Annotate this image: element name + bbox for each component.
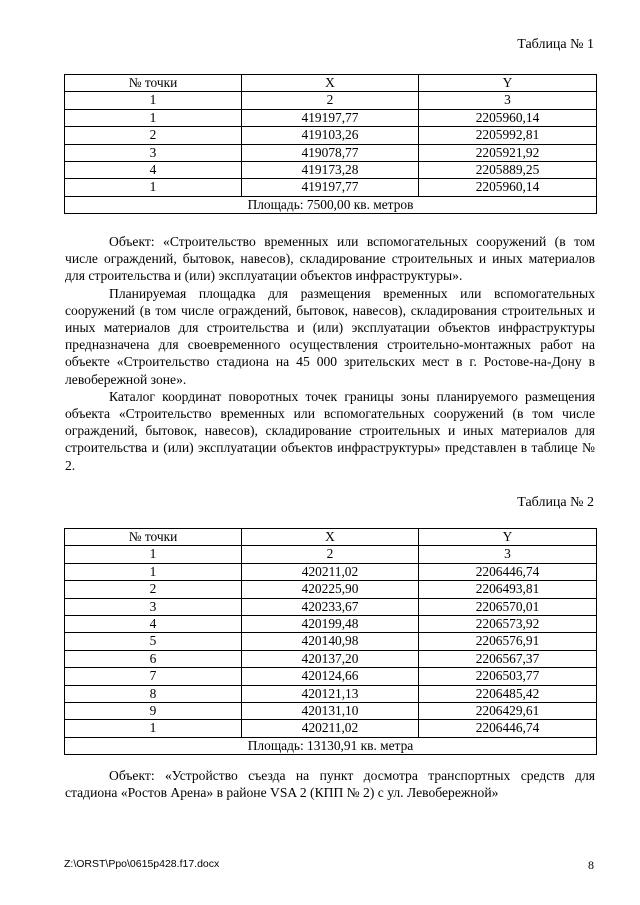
y-cell: 2206485,42 xyxy=(419,685,597,702)
table-numbering-row xyxy=(65,546,597,563)
x-cell: 420211,02 xyxy=(242,563,419,580)
table-row xyxy=(65,109,597,126)
point-cell: 5 xyxy=(65,633,242,650)
point-cell: 6 xyxy=(65,650,242,667)
x-cell: 420121,13 xyxy=(242,685,419,702)
table-row xyxy=(65,563,597,580)
x-cell: 419078,77 xyxy=(242,144,419,161)
point-cell: 2 xyxy=(65,581,242,598)
x-cell: 419103,26 xyxy=(242,127,419,144)
header-cell: Y xyxy=(419,529,597,546)
table-row xyxy=(65,162,597,179)
table-row xyxy=(65,703,597,720)
table-row xyxy=(65,633,597,650)
x-cell: 420140,98 xyxy=(242,633,419,650)
y-cell: 2205960,14 xyxy=(419,179,597,196)
numbering-cell: 2 xyxy=(242,546,419,563)
table-row xyxy=(65,720,597,737)
y-cell: 2206503,77 xyxy=(419,668,597,685)
y-cell: 2206573,92 xyxy=(419,616,597,633)
y-cell: 2206493,81 xyxy=(419,581,597,598)
table-row xyxy=(65,616,597,633)
x-cell: 420225,90 xyxy=(242,581,419,598)
header-cell: X xyxy=(242,75,419,92)
table2-caption: Таблица № 2 xyxy=(517,495,594,510)
table-area-row xyxy=(65,737,597,754)
table-row xyxy=(65,598,597,615)
x-cell: 420124,66 xyxy=(242,668,419,685)
point-cell: 8 xyxy=(65,685,242,702)
paragraph: Объект: «Устройство съезда на пункт досмотра транспортных средств для стадиона «Ростов Арена» в районе VSA 2 (КПП № 2) с ул. Левобережной» xyxy=(65,768,595,801)
table-row xyxy=(65,650,597,667)
point-cell: 4 xyxy=(65,616,242,633)
point-cell: 3 xyxy=(65,598,242,615)
numbering-cell: 1 xyxy=(65,546,242,563)
table-row xyxy=(65,127,597,144)
paragraph: Каталог координат поворотных точек границы зоны планируемого размещения объекта «Строительство временных или вспомогательных сооружений (в том числе ограждений, бытовок, навесов), складирование строительных и иных материалов для строительства и (или) эксплуатации объектов инфраструктуры» представлен в таблице № 2. xyxy=(65,388,595,473)
y-cell: 2206570,01 xyxy=(419,598,597,615)
point-cell: 1 xyxy=(65,109,242,126)
numbering-cell: 1 xyxy=(65,92,242,109)
table1-caption: Таблица № 1 xyxy=(517,37,594,52)
numbering-cell: 2 xyxy=(242,92,419,109)
table-area-row xyxy=(65,196,597,213)
table-row xyxy=(65,581,597,598)
y-cell: 2206567,37 xyxy=(419,650,597,667)
y-cell: 2206446,74 xyxy=(419,720,597,737)
table-header-row xyxy=(65,529,597,546)
numbering-cell: 3 xyxy=(419,546,597,563)
y-cell: 2206446,74 xyxy=(419,563,597,580)
x-cell: 420131,10 xyxy=(242,703,419,720)
point-cell: 2 xyxy=(65,127,242,144)
table-row xyxy=(65,685,597,702)
point-cell: 9 xyxy=(65,703,242,720)
x-cell: 420211,02 xyxy=(242,720,419,737)
point-cell: 3 xyxy=(65,144,242,161)
closing-text xyxy=(65,767,595,801)
x-cell: 419173,28 xyxy=(242,162,419,179)
header-cell: X xyxy=(242,529,419,546)
y-cell: 2205960,14 xyxy=(419,109,597,126)
table-row xyxy=(65,668,597,685)
table2-coordinates xyxy=(64,528,597,755)
point-cell: 4 xyxy=(65,162,242,179)
paragraph: Планируемая площадка для размещения временных или вспомогательных сооружений (в том числе ограждений, бытовок, навесов), складирования строительных и иных материалов для строительства и (или) эксплуатации объектов инфраструктуры предназначена для своевременного осуществления строительно-монтажных работ на объекте «Строительство стадиона на 45 000 зрительских мест в г. Ростове-на-Дону в левобережной зоне». xyxy=(65,285,595,387)
header-cell: № точки xyxy=(65,529,242,546)
table-numbering-row xyxy=(65,92,597,109)
table-row xyxy=(65,144,597,161)
footer-file-path: Z:\ORST\Ppo\0615p428.f17.docx xyxy=(64,858,220,870)
y-cell: 2206576,91 xyxy=(419,633,597,650)
table-row xyxy=(65,179,597,196)
y-cell: 2205921,92 xyxy=(419,144,597,161)
header-cell: Y xyxy=(419,75,597,92)
area-cell: Площадь: 7500,00 кв. метров xyxy=(65,196,597,213)
table1-coordinates xyxy=(64,74,597,214)
x-cell: 420233,67 xyxy=(242,598,419,615)
y-cell: 2205992,81 xyxy=(419,127,597,144)
x-cell: 420137,20 xyxy=(242,650,419,667)
y-cell: 2205889,25 xyxy=(419,162,597,179)
table-header-row xyxy=(65,75,597,92)
page-number: 8 xyxy=(588,858,594,872)
point-cell: 1 xyxy=(65,720,242,737)
body-text xyxy=(65,233,595,474)
point-cell: 1 xyxy=(65,563,242,580)
y-cell: 2206429,61 xyxy=(419,703,597,720)
area-cell: Площадь: 13130,91 кв. метра xyxy=(65,737,597,754)
numbering-cell: 3 xyxy=(419,92,597,109)
x-cell: 419197,77 xyxy=(242,109,419,126)
x-cell: 420199,48 xyxy=(242,616,419,633)
point-cell: 7 xyxy=(65,668,242,685)
header-cell: № точки xyxy=(65,75,242,92)
x-cell: 419197,77 xyxy=(242,179,419,196)
paragraph: Объект: «Строительство временных или вспомогательных сооружений (в том числе ограждений, бытовок, навесов), складирование строительных и иных материалов для строительства и (или) эксплуатации объектов инфраструктуры». xyxy=(65,234,595,284)
point-cell: 1 xyxy=(65,179,242,196)
